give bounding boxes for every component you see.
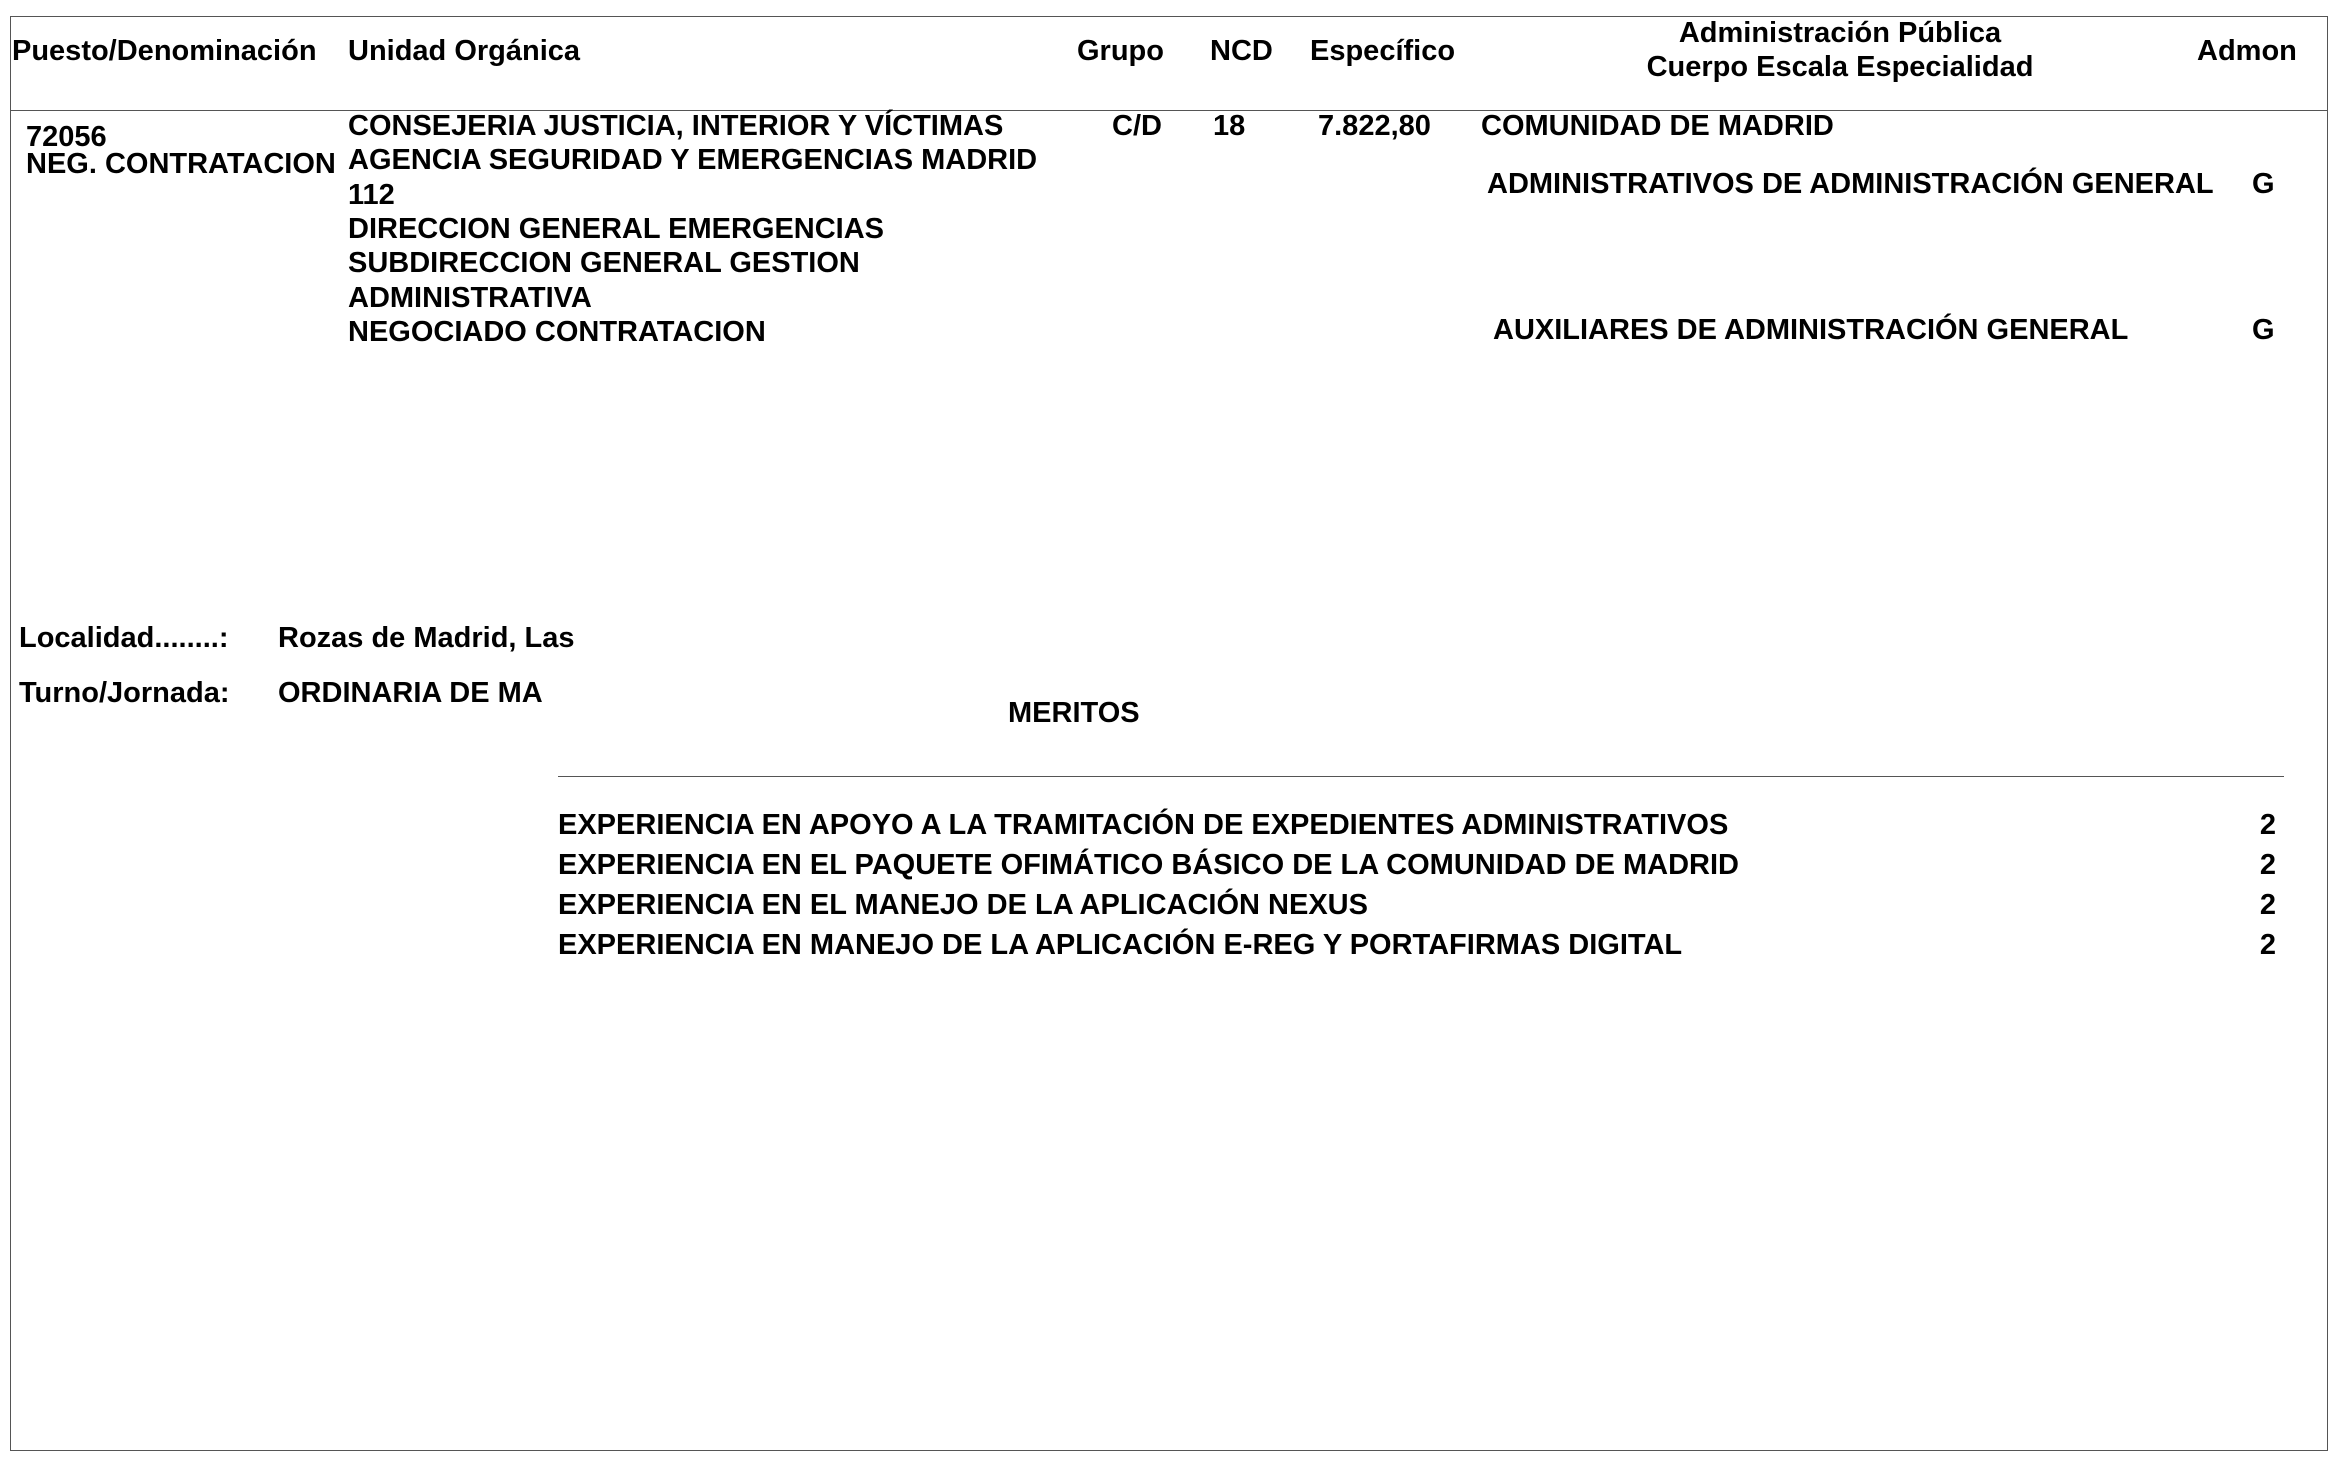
localidad-label: Localidad........: (19, 622, 229, 654)
cuerpo-admon: G (2252, 168, 2275, 200)
unidad-line: AGENCIA SEGURIDAD Y EMERGENCIAS MADRID (348, 144, 1038, 176)
record-ncd: 18 (1213, 110, 1246, 142)
cuerpo-name: ADMINISTRATIVOS DE ADMINISTRACIÓN GENERAL (1487, 168, 2214, 200)
header-unidad: Unidad Orgánica (348, 35, 581, 67)
record-grupo: C/D (1112, 110, 1162, 142)
turno-label: Turno/Jornada: (19, 677, 230, 709)
unidad-line: SUBDIRECCION GENERAL GESTION (348, 247, 860, 279)
merito-text: EXPERIENCIA EN APOYO A LA TRAMITACIÓN DE EXPEDIENTES ADMINISTRATIVOS (558, 809, 1729, 841)
localidad-value: Rozas de Madrid, Las (278, 622, 575, 654)
unidad-line: DIRECCION GENERAL EMERGENCIAS (348, 213, 885, 245)
unidad-line: ADMINISTRATIVA (348, 282, 592, 314)
merito-text: EXPERIENCIA EN EL PAQUETE OFIMÁTICO BÁSICO DE LA COMUNIDAD DE MADRID (558, 849, 1739, 881)
record-code: 72056 (26, 121, 107, 153)
cuerpo-name: AUXILIARES DE ADMINISTRACIÓN GENERAL (1493, 314, 2129, 346)
header-grupo: Grupo (1077, 35, 1164, 67)
header-ncd: NCD (1210, 35, 1273, 67)
cuerpo-admon: G (2252, 314, 2275, 346)
merito-text: EXPERIENCIA EN EL MANEJO DE LA APLICACIÓN NEXUS (558, 889, 1368, 921)
record-administracion: COMUNIDAD DE MADRID (1481, 110, 1834, 142)
header-admin-sub: Cuerpo Escala Especialidad (1646, 51, 2034, 83)
merito-points: 2 (2259, 889, 2276, 921)
unidad-line: NEGOCIADO CONTRATACION (348, 316, 766, 348)
header-admin-publica: Administración Pública (1678, 17, 2002, 49)
header-admon: Admon (2197, 35, 2297, 67)
merito-points: 2 (2259, 809, 2276, 841)
record-especifico: 7.822,80 (1318, 110, 1431, 142)
record-denomination: NEG. CONTRATACION (26, 148, 336, 180)
merito-text: EXPERIENCIA EN MANEJO DE LA APLICACIÓN E-REG Y PORTAFIRMAS DIGITAL (558, 929, 1683, 961)
merito-points: 2 (2259, 849, 2276, 881)
unidad-line: CONSEJERIA JUSTICIA, INTERIOR Y VÍCTIMAS (348, 110, 1004, 142)
meritos-divider (558, 776, 2284, 777)
turno-value: ORDINARIA DE MA (278, 677, 543, 709)
header-especifico: Específico (1310, 35, 1456, 67)
header-puesto: Puesto/Denominación (12, 35, 317, 67)
merito-points: 2 (2259, 929, 2276, 961)
meritos-title: MERITOS (1008, 697, 1140, 729)
unidad-line: 112 (348, 179, 395, 211)
